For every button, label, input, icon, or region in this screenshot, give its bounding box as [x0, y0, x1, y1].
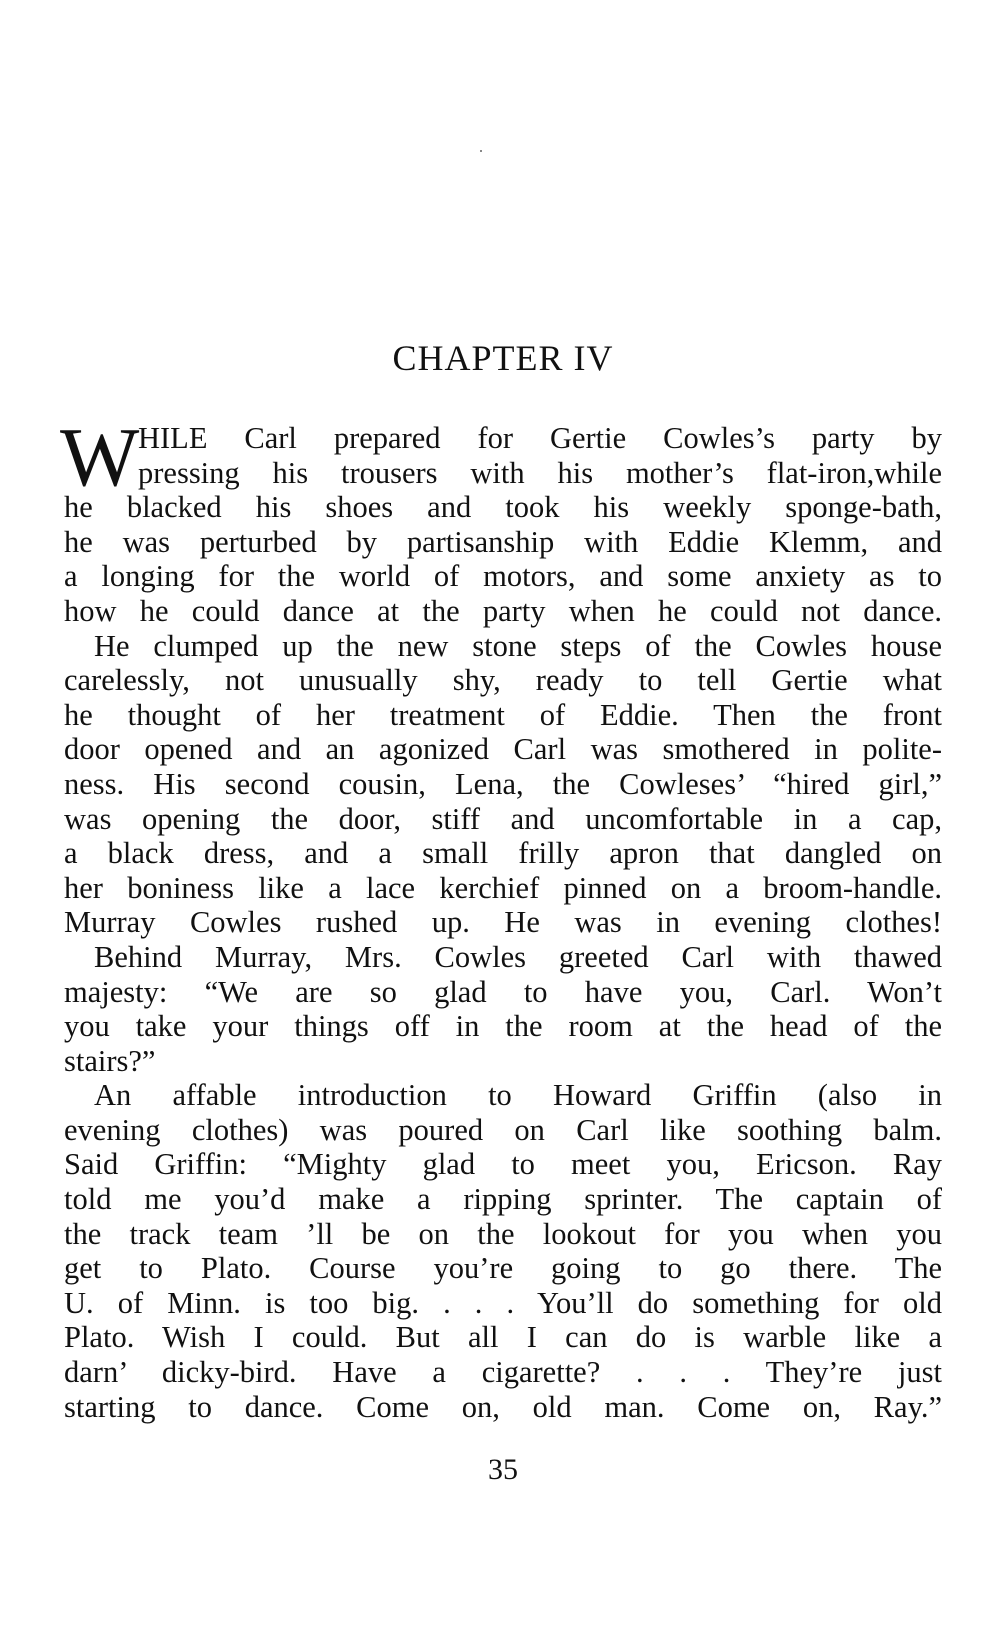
text-line: was opening the door, stiff and uncomfortable in a cap,: [64, 801, 942, 836]
chapter-text: [60, 411, 942, 1424]
text-line: told me you’d make a ripping sprinter. The captain of: [64, 1182, 942, 1217]
text-line: a longing for the world of motors, and some anxiety as to: [64, 559, 942, 594]
text-line: starting to dance. Come on, old man. Come on, Ray.”: [64, 1389, 942, 1424]
text-line: Behind Murray, Mrs. Cowles greeted Carl with thawed: [94, 939, 942, 974]
text-line: he was perturbed by partisanship with Eddie Klemm, and: [64, 524, 942, 559]
text-line: evening clothes) was poured on Carl like soothing balm.: [64, 1112, 942, 1147]
text-line: he thought of her treatment of Eddie. Then the front: [64, 697, 942, 732]
text-line: U. of Minn. is too big. . . . You’ll do something for old: [64, 1285, 942, 1320]
drop-cap: W: [60, 411, 140, 504]
text-line: carelessly, not unusually shy, ready to tell Gertie what: [64, 663, 942, 698]
text-line: HILE Carl prepared for Gertie Cowles’s party by: [138, 421, 942, 455]
chapter-heading: CHAPTER IV: [392, 338, 614, 378]
text-line: Murray Cowles rushed up. He was in evening clothes!: [64, 905, 942, 940]
text-line: her boniness like a lace kerchief pinned on a broom-handle.: [64, 870, 942, 905]
text-line: Said Griffin: “Mighty glad to meet you, Ericson. Ray: [64, 1147, 942, 1182]
text-line: Plato. Wish I could. But all I can do is warble like a: [64, 1320, 942, 1355]
text-line: you take your things off in the room at the head of the: [64, 1009, 942, 1044]
text-line: He clumped up the new stone steps of the Cowles house: [94, 628, 942, 663]
text-line: darn’ dicky-bird. Have a cigarette? . . . They’re just: [64, 1355, 942, 1390]
text-line: he blacked his shoes and took his weekly sponge-bath,: [64, 490, 942, 525]
text-line: ness. His second cousin, Lena, the Cowleses’ “hired girl,”: [64, 766, 942, 801]
print-speck: [480, 150, 482, 152]
text-line: the track team ’ll be on the lookout for you when you: [64, 1216, 942, 1251]
text-line: get to Plato. Course you’re going to go there. The: [64, 1251, 942, 1286]
text-line: door opened and an agonized Carl was smothered in polite-: [64, 732, 942, 767]
text-line: pressing his trousers with his mother’s flat-iron,while: [138, 455, 942, 490]
text-line: how he could dance at the party when he could not dance.: [64, 593, 942, 628]
text-line: a black dress, and a small frilly apron that dangled on: [64, 836, 942, 871]
book-page: [60, 0, 942, 1650]
text-line: majesty: “We are so glad to have you, Carl. Won’t: [64, 974, 942, 1009]
text-line: stairs?”: [64, 1043, 156, 1078]
text-line: An affable introduction to Howard Griffin (also in: [94, 1078, 942, 1113]
page-number: 35: [488, 1453, 518, 1486]
